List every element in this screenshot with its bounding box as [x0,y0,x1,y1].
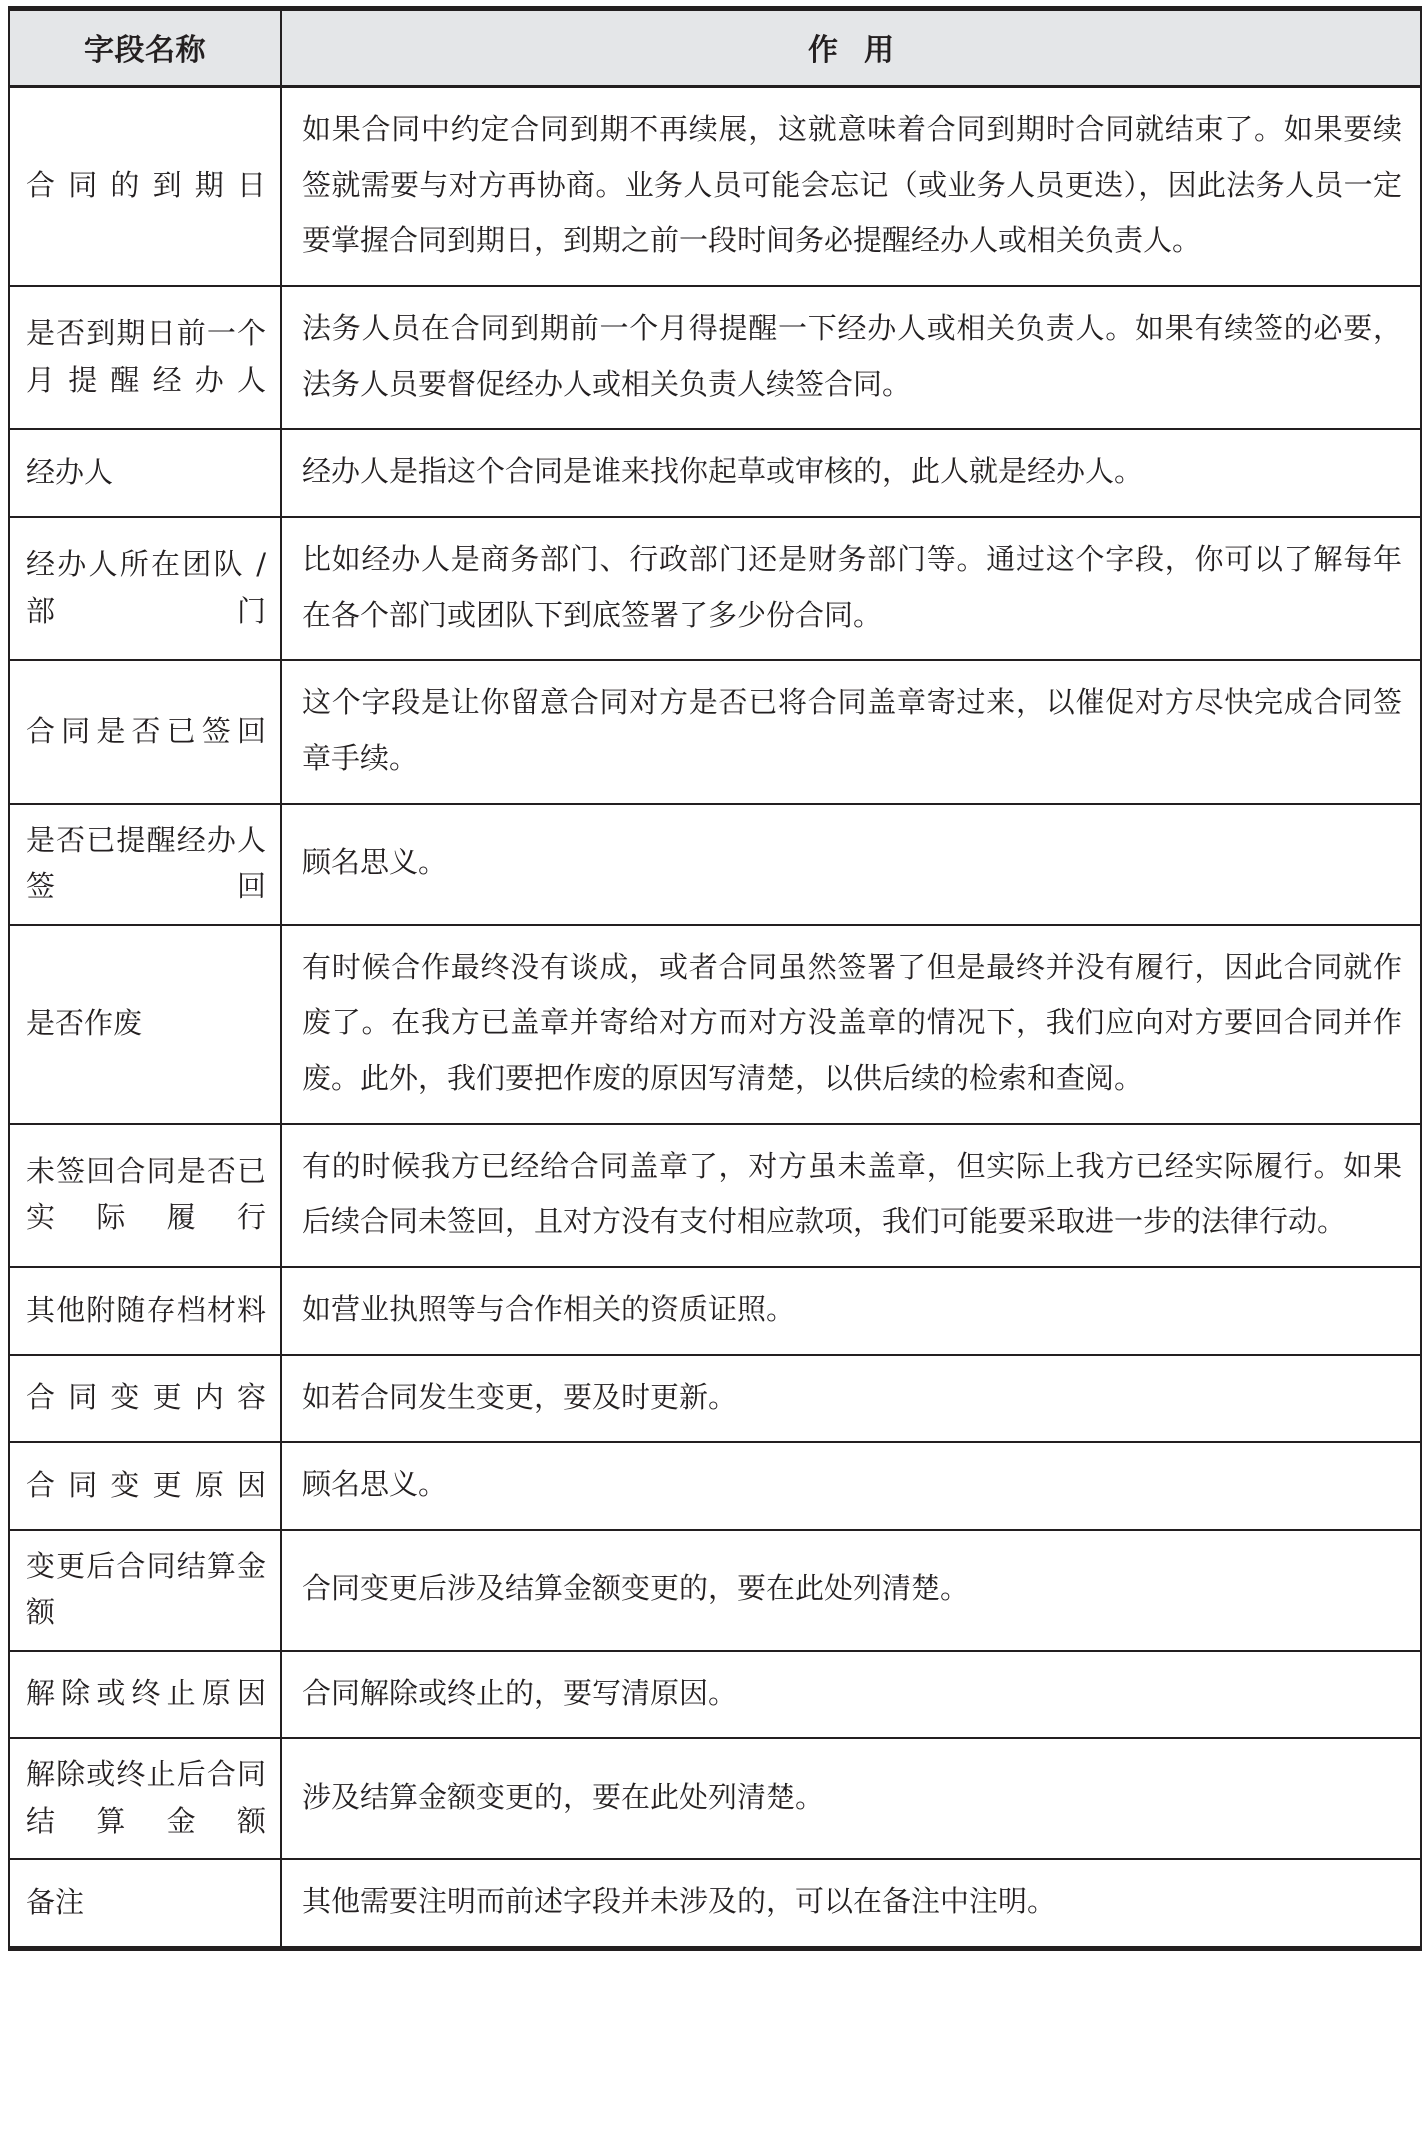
table-body [9,87,1421,1949]
field-purpose-cell: 法务人员在合同到期前一个月得提醒一下经办人或相关负责人。如果有续签的必要，法务人员要督促经办人或相关负责人续签合同。 [281,286,1421,429]
field-purpose-cell: 经办人是指这个合同是谁来找你起草或审核的，此人就是经办人。 [281,429,1421,517]
field-purpose-cell: 其他需要注明而前述字段并未涉及的，可以在备注中注明。 [281,1859,1421,1948]
field-purpose-cell: 有时候合作最终没有谈成，或者合同虽然签署了但是最终并没有履行，因此合同就作废了。在我方已盖章并寄给对方而对方没盖章的情况下，我们应向对方要回合同并作废。此外，我们要把作废的原因写清楚，以供后续的检索和查阅。 [281,925,1421,1124]
field-name-cell: 合同是否已签回 [9,660,281,803]
table-row [9,925,1421,1124]
field-purpose-cell: 合同变更后涉及结算金额变更的，要在此处列清楚。 [281,1530,1421,1651]
field-name-cell: 其他附随存档材料 [9,1267,281,1355]
table-row [9,660,1421,803]
field-name-cell: 备注 [9,1859,281,1948]
field-name-cell: 解除或终止原因 [9,1651,281,1739]
field-purpose-cell: 比如经办人是商务部门、行政部门还是财务部门等。通过这个字段，你可以了解每年在各个部门或团队下到底签署了多少份合同。 [281,517,1421,660]
column-header-purpose: 作用 [281,9,1421,87]
field-name-cell: 合同变更内容 [9,1355,281,1443]
field-name-cell: 合同的到期日 [9,87,281,287]
field-purpose-cell: 有的时候我方已经给合同盖章了，对方虽未盖章，但实际上我方已经实际履行。如果后续合同未签回，且对方没有支付相应款项，我们可能要采取进一步的法律行动。 [281,1124,1421,1267]
column-header-field-name: 字段名称 [9,9,281,87]
field-purpose-cell: 顾名思义。 [281,1442,1421,1530]
field-name-cell: 合同变更原因 [9,1442,281,1530]
table-row [9,1859,1421,1948]
field-name-cell: 未签回合同是否已实际履行 [9,1124,281,1267]
contract-field-table [8,6,1422,1951]
table-row [9,517,1421,660]
table-row [9,1355,1421,1443]
field-purpose-cell: 顾名思义。 [281,804,1421,925]
table-row [9,804,1421,925]
field-purpose-cell: 如若合同发生变更，要及时更新。 [281,1355,1421,1443]
table-header [9,9,1421,87]
field-name-cell: 是否到期日前一个月提醒经办人 [9,286,281,429]
table-row [9,286,1421,429]
field-name-cell: 变更后合同结算金额 [9,1530,281,1651]
field-purpose-cell: 如营业执照等与合作相关的资质证照。 [281,1267,1421,1355]
table-row [9,1267,1421,1355]
field-purpose-cell: 合同解除或终止的，要写清原因。 [281,1651,1421,1739]
field-purpose-cell: 这个字段是让你留意合同对方是否已将合同盖章寄过来，以催促对方尽快完成合同签章手续。 [281,660,1421,803]
table-row [9,1442,1421,1530]
field-name-cell: 是否作废 [9,925,281,1124]
field-name-cell: 经办人所在团队 / 部门 [9,517,281,660]
table-row [9,87,1421,287]
table-row [9,1738,1421,1859]
table-row [9,1530,1421,1651]
field-purpose-cell: 涉及结算金额变更的，要在此处列清楚。 [281,1738,1421,1859]
field-purpose-cell: 如果合同中约定合同到期不再续展，这就意味着合同到期时合同就结束了。如果要续签就需要与对方再协商。业务人员可能会忘记（或业务人员更迭），因此法务人员一定要掌握合同到期日，到期之前一段时间务必提醒经办人或相关负责人。 [302,112,1402,258]
field-name-cell: 经办人 [9,429,281,517]
field-name-cell: 解除或终止后合同结算金额 [9,1738,281,1859]
table-row [9,1124,1421,1267]
header-row [9,9,1421,87]
table-row [9,429,1421,517]
table-row [9,1651,1421,1739]
field-name-cell: 是否已提醒经办人签回 [9,804,281,925]
